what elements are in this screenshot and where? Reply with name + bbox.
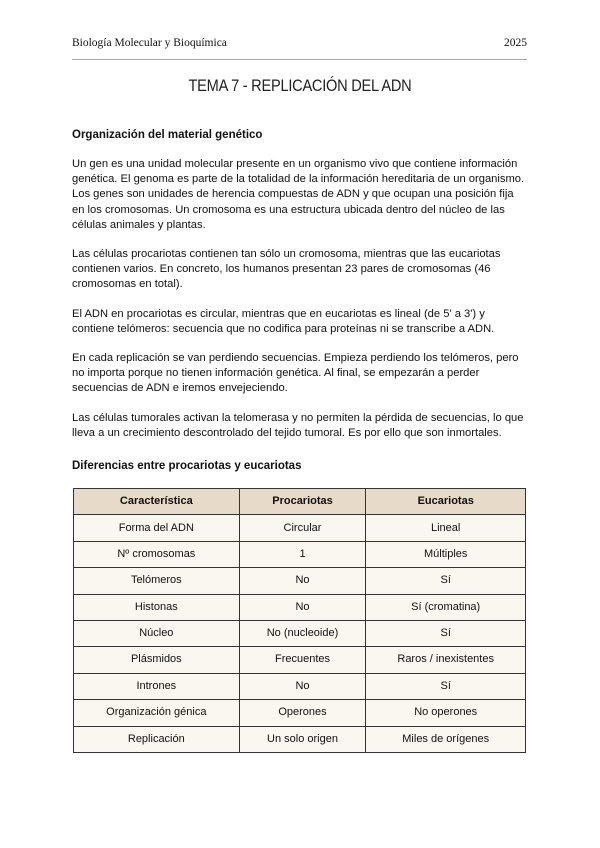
table-row (74, 700, 526, 726)
table-row (74, 621, 526, 647)
table-cell: 1 (239, 541, 366, 567)
header-year: 2025 (504, 37, 527, 49)
table-row (74, 647, 526, 673)
paragraph-gen: Un gen es una unidad molecular presente en un organismo vivo que contiene información genética. El genoma es parte de la totalidad de la información hereditaria de un organismo. Los genes son unidades de herencia compuestas de ADN y que ocupan una posición fija en los cromosomas. Un cromosoma es una estructura ubicada dentro del núcleo de las células animales y plantas. (72, 158, 525, 231)
table-cell: No (nucleoide) (239, 621, 366, 647)
table-row (74, 673, 526, 699)
table-cell: No (239, 594, 366, 620)
table-cell: Telómeros (74, 568, 240, 594)
table-cell: Replicación (74, 726, 240, 752)
table-cell: No operones (366, 700, 526, 726)
table-header-row (74, 489, 526, 515)
table-cell: Múltiples (366, 541, 526, 567)
column-header: Característica (74, 489, 240, 515)
section-heading-genetic-material: Organización del material genético (72, 129, 263, 141)
table-row (74, 568, 526, 594)
table-cell: No (239, 673, 366, 699)
table-cell: Forma del ADN (74, 515, 240, 541)
table-cell: Lineal (366, 515, 526, 541)
paragraph-replication: En cada replicación se van perdiendo secuencias. Empieza perdiendo los telómeros, pero no importa porque no tienen información genética. Al final, se empezarán a perder secuencias de ADN e iremos envejeciendo. (72, 352, 519, 395)
table-cell: Raros / inexistentes (366, 647, 526, 673)
table-cell: Circular (239, 515, 366, 541)
table-cell: Sí (366, 621, 526, 647)
paragraph-dna-shape: El ADN en procariotas es circular, mientras que en eucariotas es lineal (de 5' a 3') y contiene telómeros: secuencia que no codifica para proteínas ni se transcribe a ADN. (72, 307, 495, 335)
table-row (74, 541, 526, 567)
column-header: Eucariotas (366, 489, 526, 515)
table-cell: Sí (366, 673, 526, 699)
table-cell: Núcleo (74, 621, 240, 647)
table-cell: Intrones (74, 673, 240, 699)
table-cell: Un solo origen (239, 726, 366, 752)
table-cell: Operones (239, 700, 366, 726)
table-cell: Organización génica (74, 700, 240, 726)
page-header (72, 35, 527, 60)
paragraph-tumor-cells: Las células tumorales activan la telomerasa y no permiten la pérdida de secuencias, lo que lleva a un crecimiento descontrolado del tejido tumoral. Es por ello que son inmortales. (72, 411, 524, 439)
table-cell: Nº cromosomas (74, 541, 240, 567)
page-title: TEMA 7 - REPLICACIÓN DEL ADN (188, 76, 412, 95)
column-header: Procariotas (239, 489, 366, 515)
table-cell: Histonas (74, 594, 240, 620)
table-cell: No (239, 568, 366, 594)
document-body (72, 128, 526, 753)
table-cell: Plásmidos (74, 647, 240, 673)
table-cell: Sí (cromatina) (366, 594, 526, 620)
table-cell: Miles de orígenes (366, 726, 526, 752)
table-cell: Sí (366, 568, 526, 594)
table-row (74, 515, 526, 541)
section-heading-differences: Diferencias entre procariotas y eucariotas (72, 460, 302, 473)
table-row (74, 726, 526, 752)
table-row (74, 594, 526, 620)
header-subject: Biología Molecular y Bioquímica (72, 37, 227, 49)
table-cell: Frecuentes (239, 647, 366, 673)
paragraph-chromosomes: Las células procariotas contienen tan sólo un cromosoma, mientras que las eucariotas contienen varios. En concreto, los humanos presentan 23 pares de cromosomas (46 cromosomas en total). (72, 248, 501, 291)
comparison-table (73, 488, 526, 753)
